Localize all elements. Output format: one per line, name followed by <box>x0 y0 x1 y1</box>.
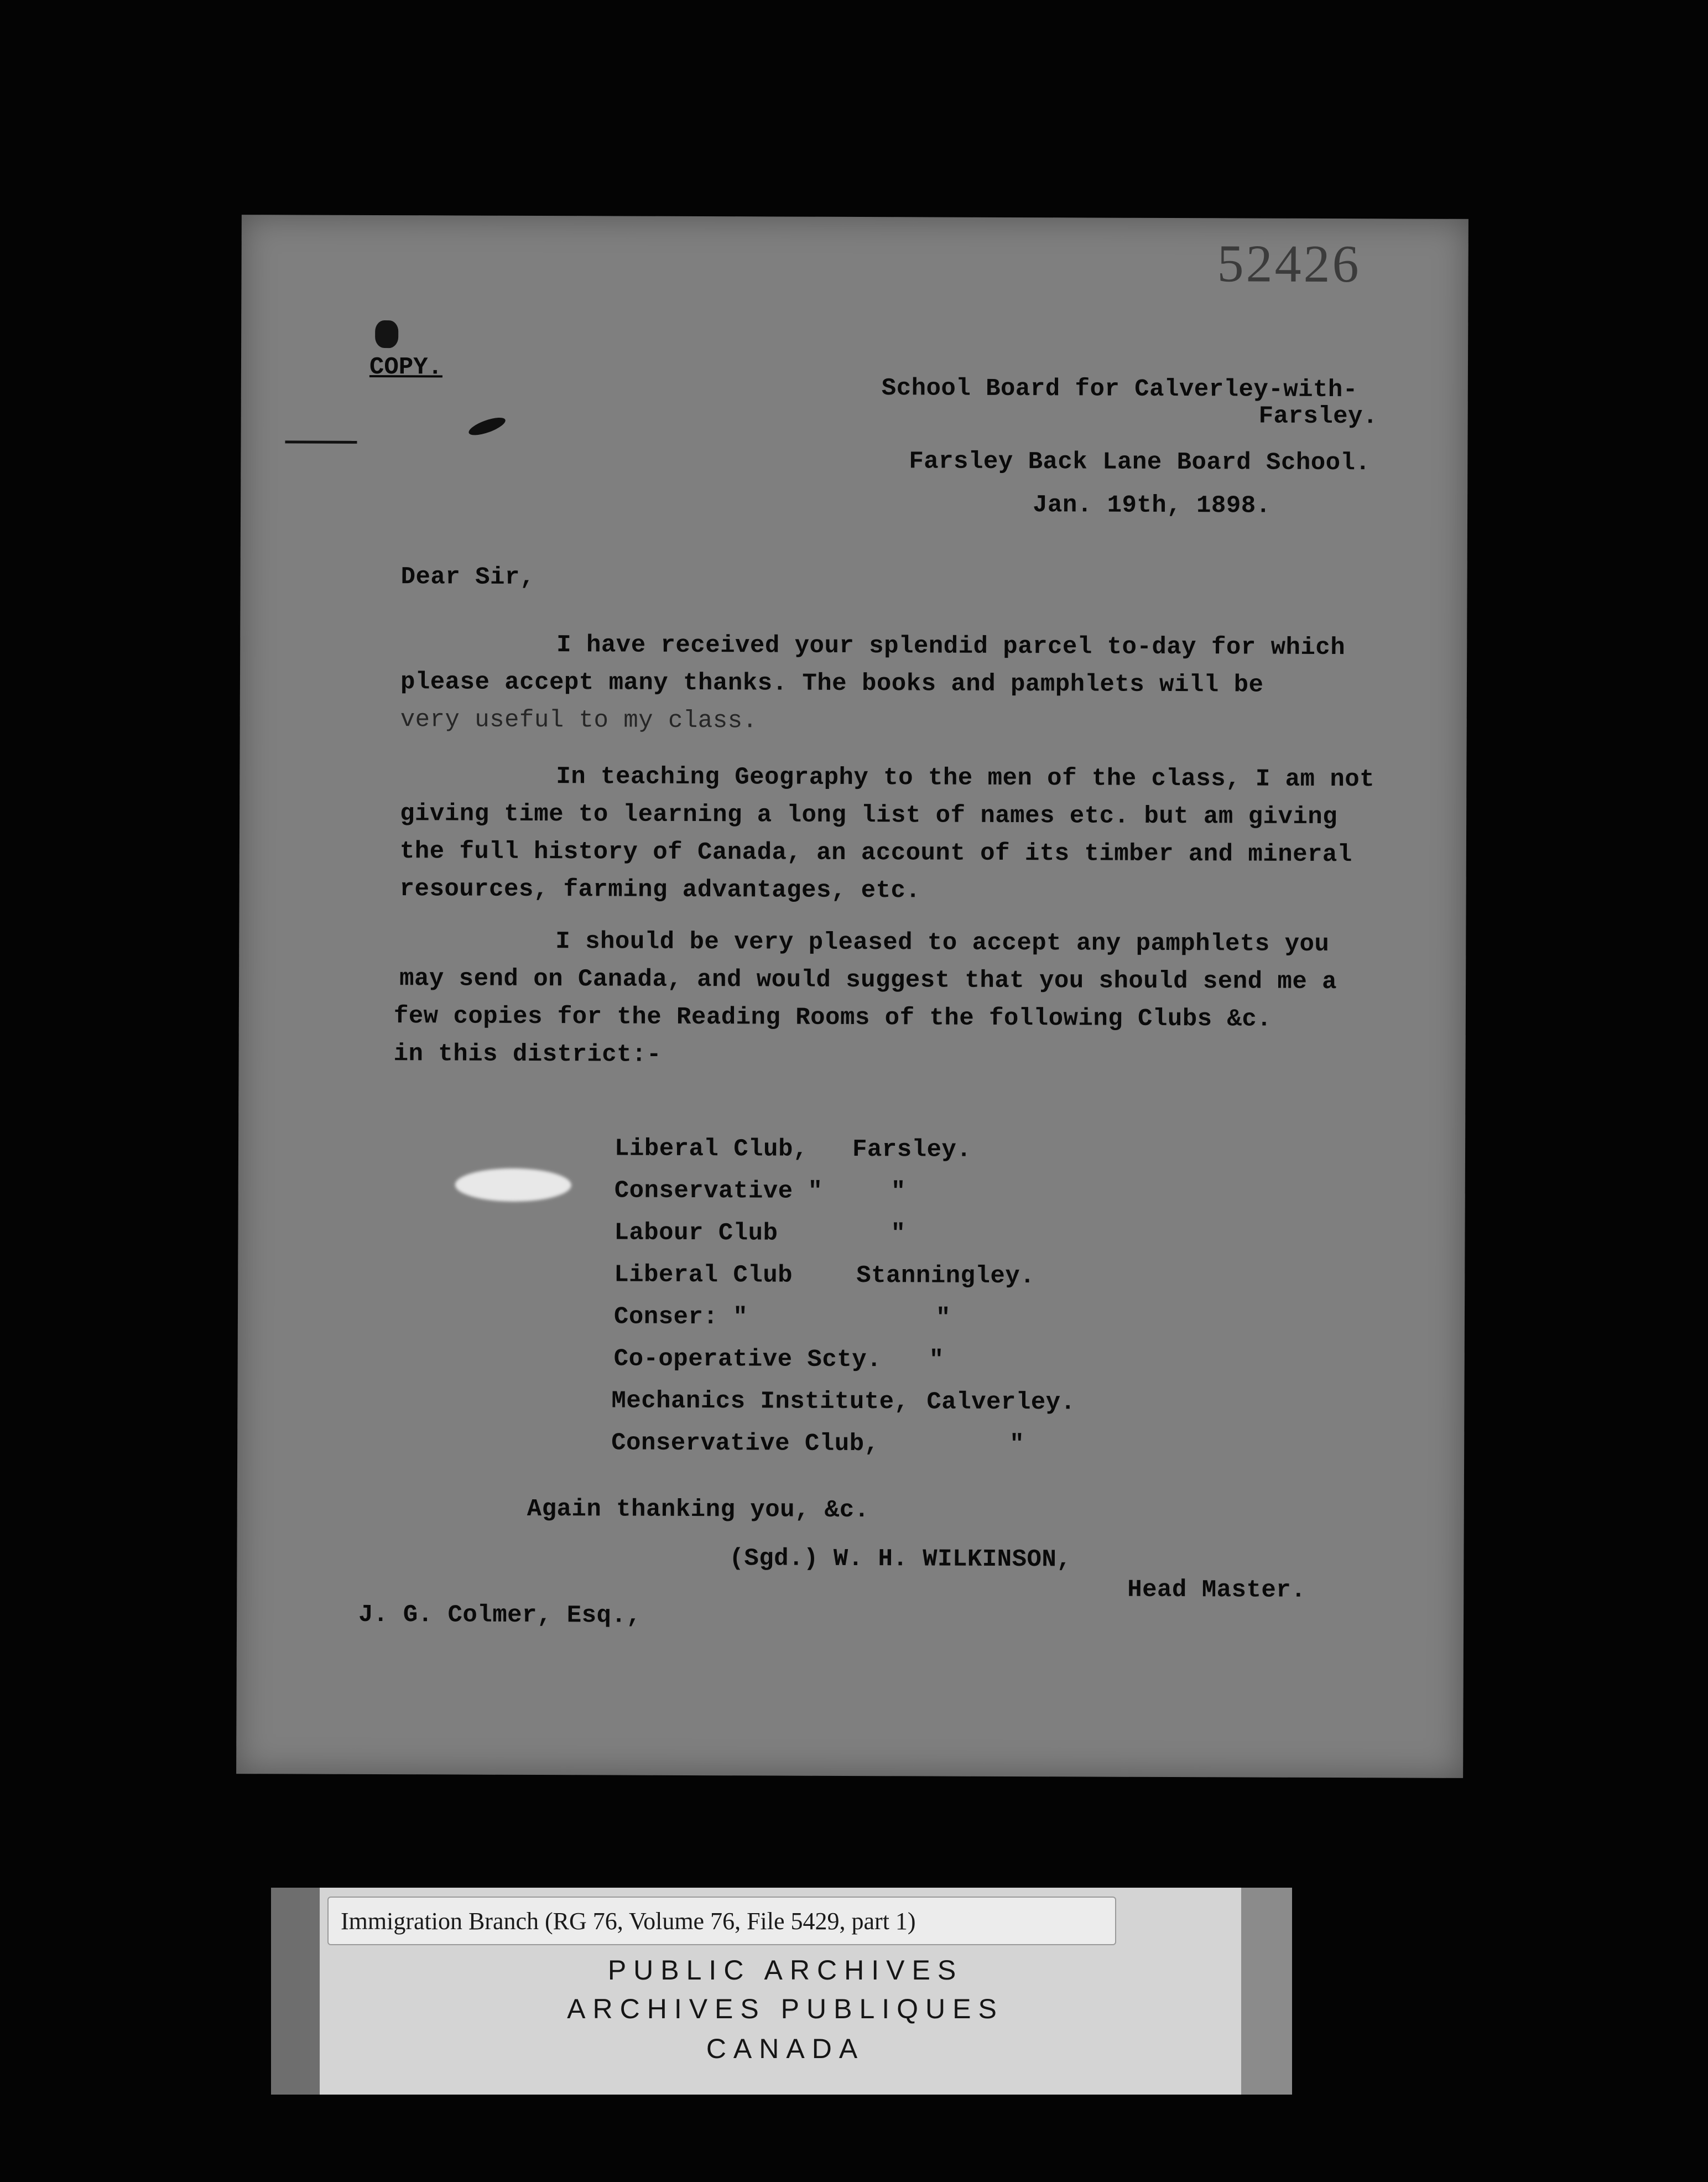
ink-blot <box>467 414 507 438</box>
club-name: Labour Club <box>614 1219 778 1248</box>
letter-date: Jan. 19th, 1898. <box>1033 491 1271 520</box>
letterhead-line-1: School Board for Calverley-with- <box>881 375 1358 404</box>
letter-page <box>236 215 1469 1778</box>
club-place: " <box>1009 1430 1025 1459</box>
copy-mark: COPY. <box>369 353 443 382</box>
dash-mark <box>285 440 357 443</box>
club-name: Liberal Club <box>614 1261 793 1290</box>
club-place: " <box>929 1346 944 1374</box>
body-line: I have received your splendid parcel to-day for which <box>556 631 1346 662</box>
body-line: resources, farming advantages, etc. <box>399 875 921 905</box>
archive-reference: Immigration Branch (RG 76, Volume 76, File 5429, part 1) <box>327 1897 1116 1945</box>
body-line: very useful to my class. <box>400 706 758 735</box>
club-name: Conser: " <box>613 1303 748 1332</box>
salutation: Dear Sir, <box>400 563 535 591</box>
archive-line-3: CANADA <box>706 2033 865 2064</box>
club-place: Stanningley. <box>856 1262 1035 1291</box>
club-place: " <box>891 1220 906 1248</box>
body-line: I should be very pleased to accept any pamphlets you <box>555 928 1330 959</box>
body-line: please accept many thanks. The books and pamphlets will be <box>400 668 1264 699</box>
body-line: may send on Canada, and would suggest that you should send me a <box>399 965 1337 996</box>
signature-title: Head Master. <box>1127 1576 1306 1604</box>
label-edge <box>271 1888 320 2095</box>
ink-blot <box>375 320 398 348</box>
club-place: Calverley. <box>926 1388 1076 1417</box>
club-name: Conservative Club, <box>611 1429 879 1458</box>
club-place: Farsley. <box>852 1136 972 1164</box>
letterhead-line-3: Farsley Back Lane Board School. <box>909 448 1371 477</box>
archive-line-2: ARCHIVES PUBLIQUES <box>567 1993 1004 2024</box>
file-number: 52426 <box>1217 233 1361 294</box>
body-line: in this district:- <box>393 1040 662 1069</box>
club-name: Conservative " <box>614 1177 823 1206</box>
paper-damage <box>455 1168 571 1202</box>
letterhead-line-2: Farsley. <box>1258 402 1378 431</box>
club-name: Mechanics Institute, <box>611 1387 909 1416</box>
archive-line-1: PUBLIC ARCHIVES <box>607 1955 964 1986</box>
body-line: giving time to learning a long list of names etc. but am giving <box>400 800 1338 832</box>
club-name: Co-operative Scty. <box>613 1345 882 1374</box>
addressee: J. G. Colmer, Esq., <box>358 1601 642 1630</box>
closing: Again thanking you, &c. <box>527 1495 869 1525</box>
signature: (Sgd.) W. H. WILKINSON, <box>729 1545 1072 1574</box>
body-line: In teaching Geography to the men of the class, I am not <box>556 763 1375 794</box>
label-edge <box>1241 1888 1292 2095</box>
club-place: " <box>935 1304 951 1332</box>
body-line: few copies for the Reading Rooms of the following Clubs &c. <box>393 1002 1272 1033</box>
club-place: " <box>891 1178 906 1206</box>
club-name: Liberal Club, <box>614 1135 808 1163</box>
body-line: the full history of Canada, an account of its timber and mineral <box>399 838 1352 869</box>
